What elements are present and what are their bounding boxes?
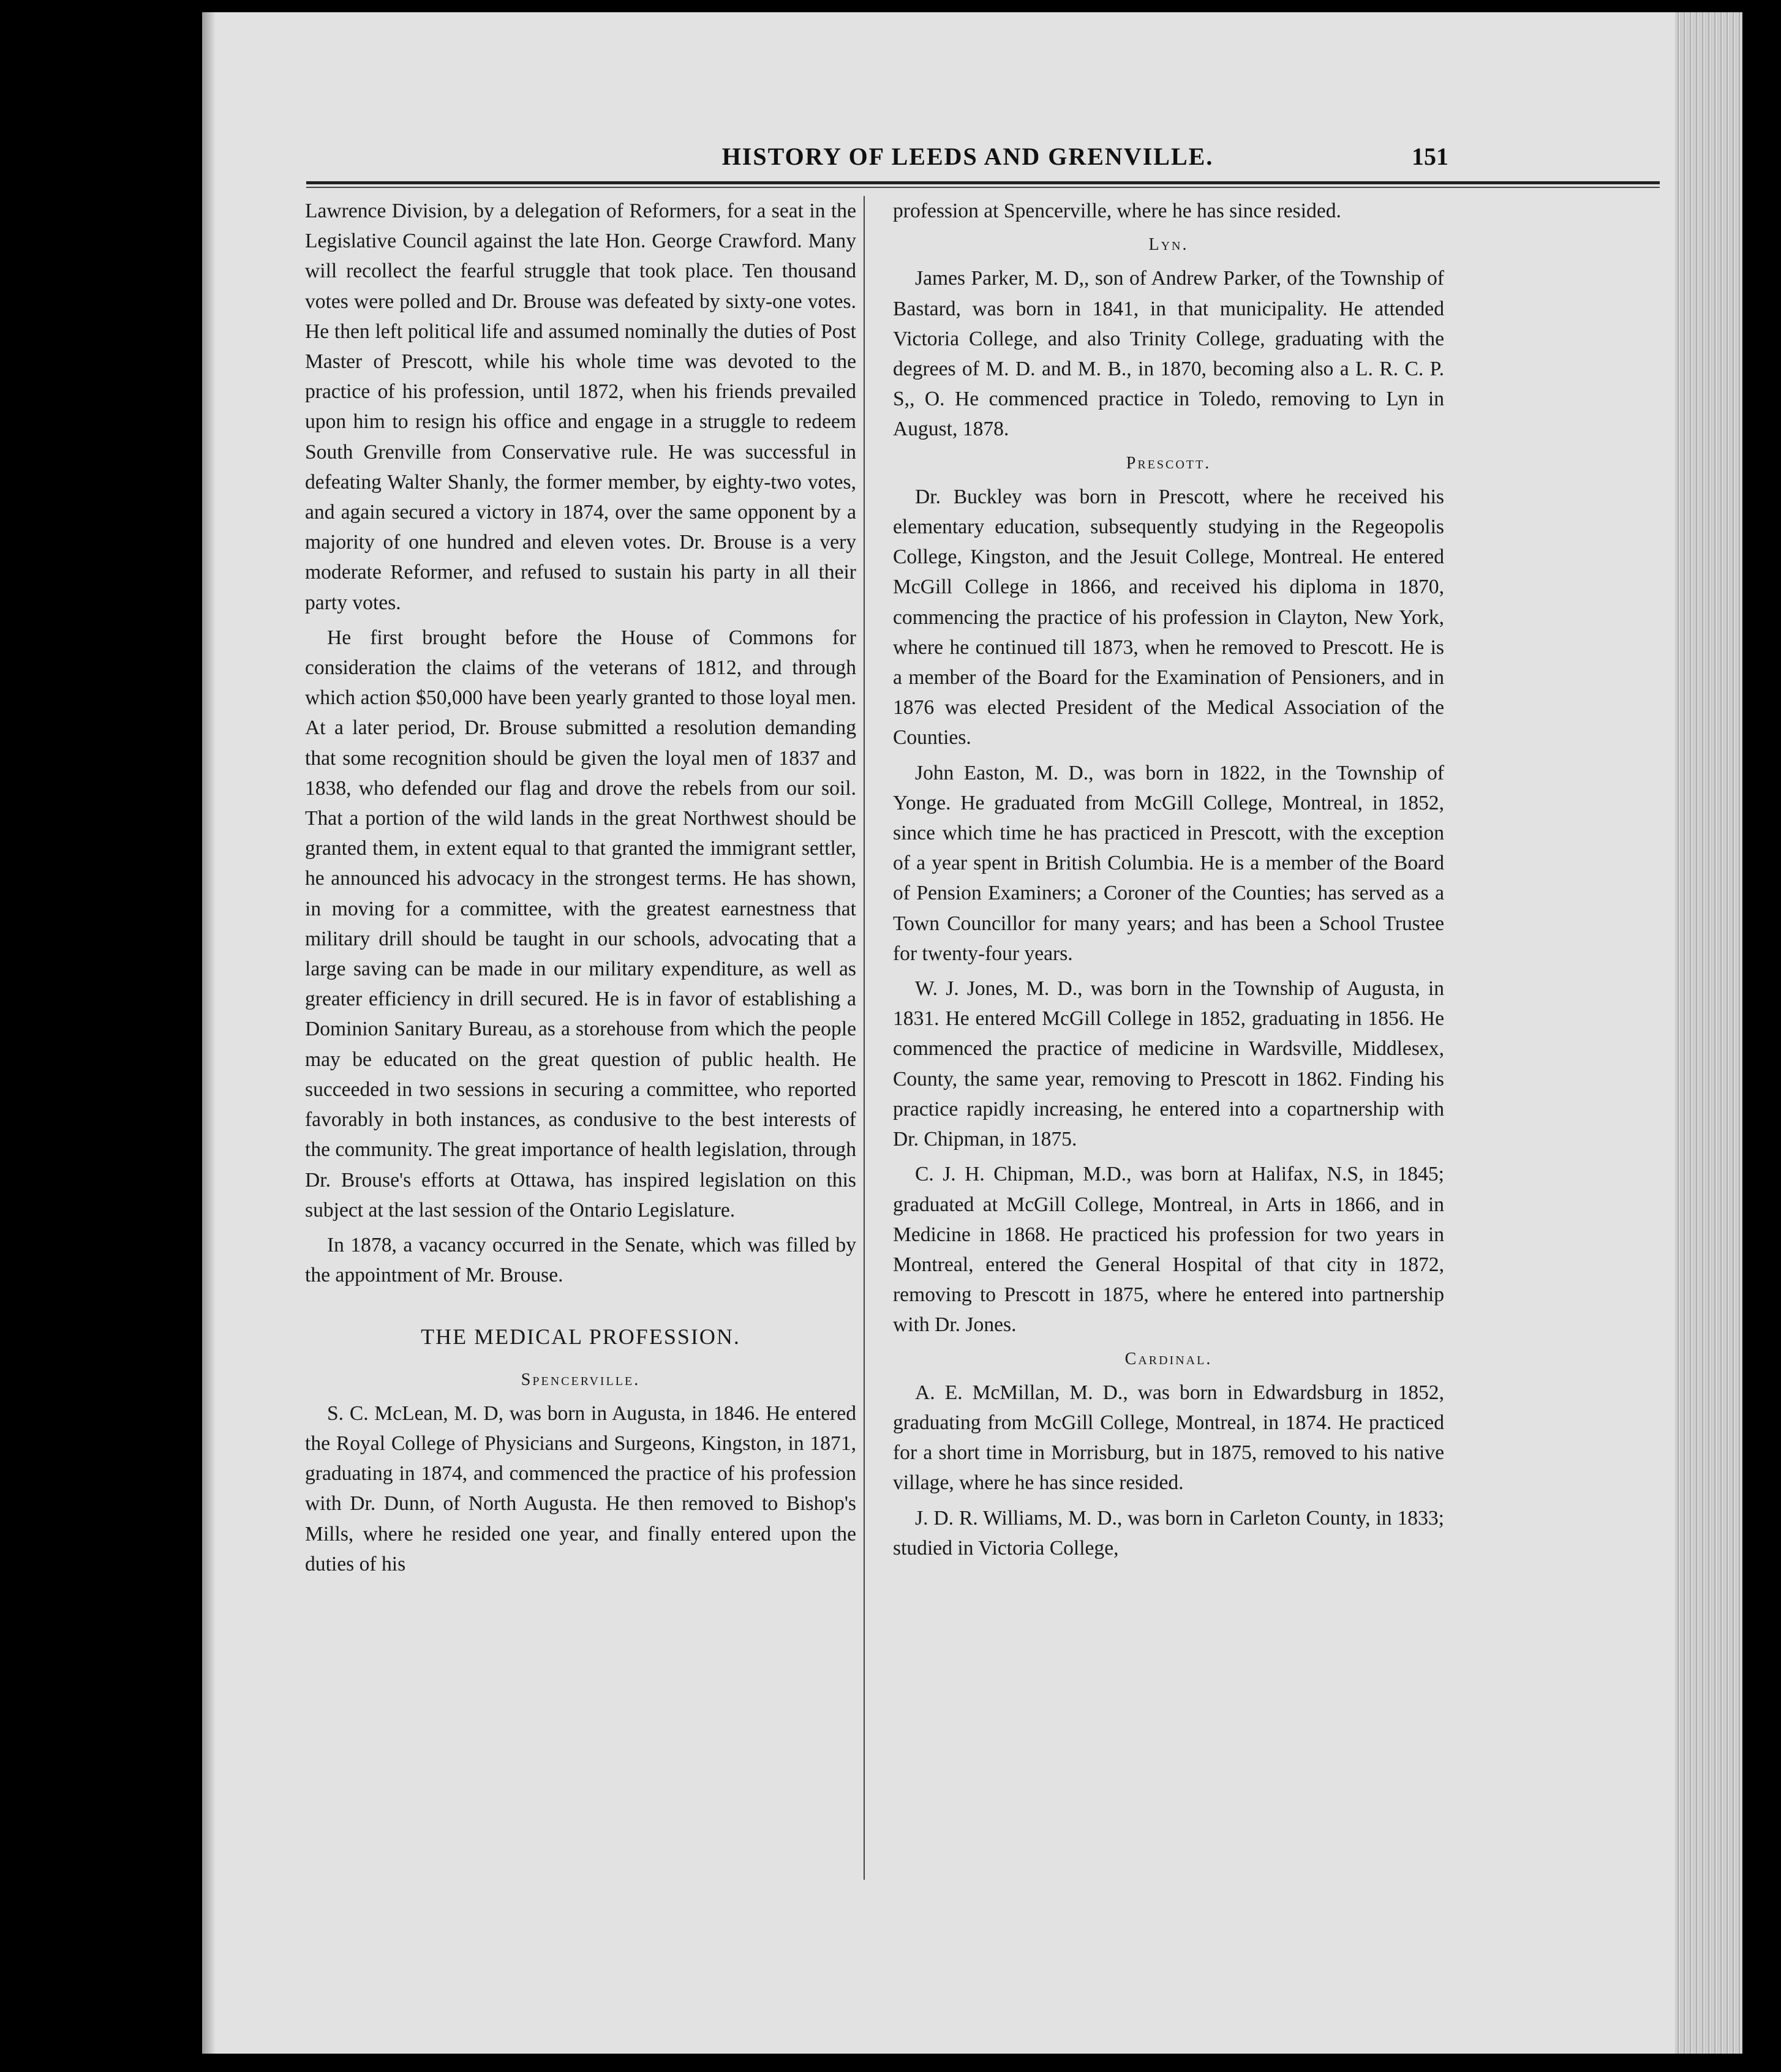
running-header bbox=[202, 142, 1727, 173]
paragraph: Lawrence Division, by a delegation of Reformers, for a seat in the Legislative Council against the late Hon. George Crawford. Many will recollect the fearful struggle that took place. Ten thousand votes were polled and Dr. Brouse was defeated by sixty-one votes. He then left political life and assumed nominally the duties of Post Master of Prescott, while his whole time was devoted to the practice of his profession, until 1872, when his friends prevailed upon him to resign his office and engage in a struggle to redeem South Grenville from Conservative rule. He was successful in defeating Walter Shanly, the former member, by eighty-two votes, and again secured a victory in 1874, over the same opponent by a majority of one hundred and eleven votes. Dr. Brouse is a very moderate Reformer, and refused to sustain his party in all their party votes. bbox=[305, 200, 856, 614]
right-column bbox=[893, 196, 1444, 1563]
paragraph: W. J. Jones, M. D., was born in the Township of Augusta, in 1831. He entered McGill College in 1852, graduating in 1856. He commenced the practice of medicine in Wardsville, Middlesex, County, the same year, removing to Prescott in 1862. Finding his practice rapidly increasing, he entered into a copartnership with Dr. Chipman, in 1875. bbox=[893, 977, 1444, 1151]
place-heading: Spencerville. bbox=[521, 1370, 641, 1389]
left-column bbox=[305, 196, 856, 1579]
paragraph: S. C. McLean, M. D, was born in Augusta, in 1846. He entered the Royal College of Physicians and Surgeons, Kingston, in 1871, graduating in 1874, and commenced the practice of his profession with Dr. Dunn, of North Augusta. He then removed to Bishop's Mills, where he resided one year, and finally entered upon the duties of his bbox=[305, 1402, 856, 1575]
paragraph: Dr. Buckley was born in Prescott, where he received his elementary education, subsequently studying in the Regeopolis College, Kingston, and the Jesuit College, Montreal. He entered McGill College in 1866, and received his diploma in 1870, commencing the practice of his profession in Clayton, New York, where he continued till 1873, when he removed to Prescott. He is a member of the Board for the Examination of Pensioners, and in 1876 was elected President of the Medical Association of the Counties. bbox=[893, 485, 1444, 749]
place-heading: Cardinal. bbox=[1124, 1349, 1213, 1368]
place-heading: Lyn. bbox=[1148, 235, 1189, 255]
section-heading: THE MEDICAL PROFESSION. bbox=[421, 1324, 740, 1349]
column-divider bbox=[864, 196, 865, 1880]
running-title: HISTORY OF LEEDS AND GRENVILLE. bbox=[721, 143, 1214, 170]
page-number: 151 bbox=[1412, 143, 1448, 170]
place-heading: Prescott. bbox=[1126, 453, 1211, 473]
paragraph: A. E. McMillan, M. D., was born in Edwardsburg in 1852, graduating from McGill College, Montreal, in 1874. He practiced for a short time in Morrisburg, but in 1875, removed to his native village, where he has since resided. bbox=[893, 1381, 1444, 1495]
page-edges bbox=[1675, 12, 1742, 2054]
paragraph: James Parker, M. D,, son of Andrew Parker, of the Township of Bastard, was born in 1841, in that municipality. He attended Victoria College, and also Trinity College, graduating with the degrees of M. D. and M. B., in 1870, becoming also a L. R. C. P. S,, O. He commenced practice in Toledo, removing to Lyn in August, 1878. bbox=[893, 267, 1444, 441]
paragraph: profession at Spencerville, where he has since resided. bbox=[893, 200, 1341, 222]
header-rule-thin bbox=[306, 187, 1660, 188]
paragraph: He first brought before the House of Commons for consideration the claims of the veterans of 1812, and through which action $50,000 have been yearly granted to those loyal men. At a later period, Dr. Brouse submitted a resolution demanding that some recognition should be given the loyal men of 1837 and 1838, who defended our flag and drove the rebels from our soil. That a portion of the wild lands in the great Northwest should be granted them, in extent equal to that granted the immigrant settler, he announced his advocacy in the strongest terms. He has shown, in moving for a committee, with the greatest earnestness that military drill should be taught in our schools, advocating that a large saving can be made in our military expenditure, as well as greater efficiency in drill secured. He is in favor of establishing a Dominion Sanitary Bureau, as a storehouse from which the people may be educated on the great question of public health. He succeeded in two sessions in securing a committee, who reported favorably in both instances, as condusive to the best interests of the community. The great importance of health legislation, through Dr. Brouse's efforts at Ottawa, has inspired legislation on this subject at the last session of the Ontario Legislature. bbox=[305, 626, 856, 1222]
binding-gutter bbox=[202, 12, 216, 2054]
book-page bbox=[202, 12, 1727, 2054]
paragraph: In 1878, a vacancy occurred in the Senate, which was filled by the appointment of Mr. Brouse. bbox=[305, 1233, 856, 1287]
paragraph: J. D. R. Williams, M. D., was born in Carleton County, in 1833; studied in Victoria College, bbox=[893, 1506, 1444, 1560]
paragraph: C. J. H. Chipman, M.D., was born at Halifax, N.S, in 1845; graduated at McGill College, Montreal, in Arts in 1866, and in Medicine in 1868. He practiced his profession for two years in Montreal, entered the General Hospital of that city in 1872, removing to Prescott in 1875, where he entered into partnership with Dr. Jones. bbox=[893, 1163, 1444, 1337]
header-rule bbox=[306, 181, 1660, 184]
paragraph: John Easton, M. D., was born in 1822, in the Township of Yonge. He graduated from McGill College, Montreal, in 1852, since which time he has practiced in Prescott, with the exception of a year spent in British Columbia. He is a member of the Board of Pension Examiners; a Coroner of the Counties; has served as a Town Councillor for many years; and has been a School Trustee for twenty-four years. bbox=[893, 761, 1444, 965]
